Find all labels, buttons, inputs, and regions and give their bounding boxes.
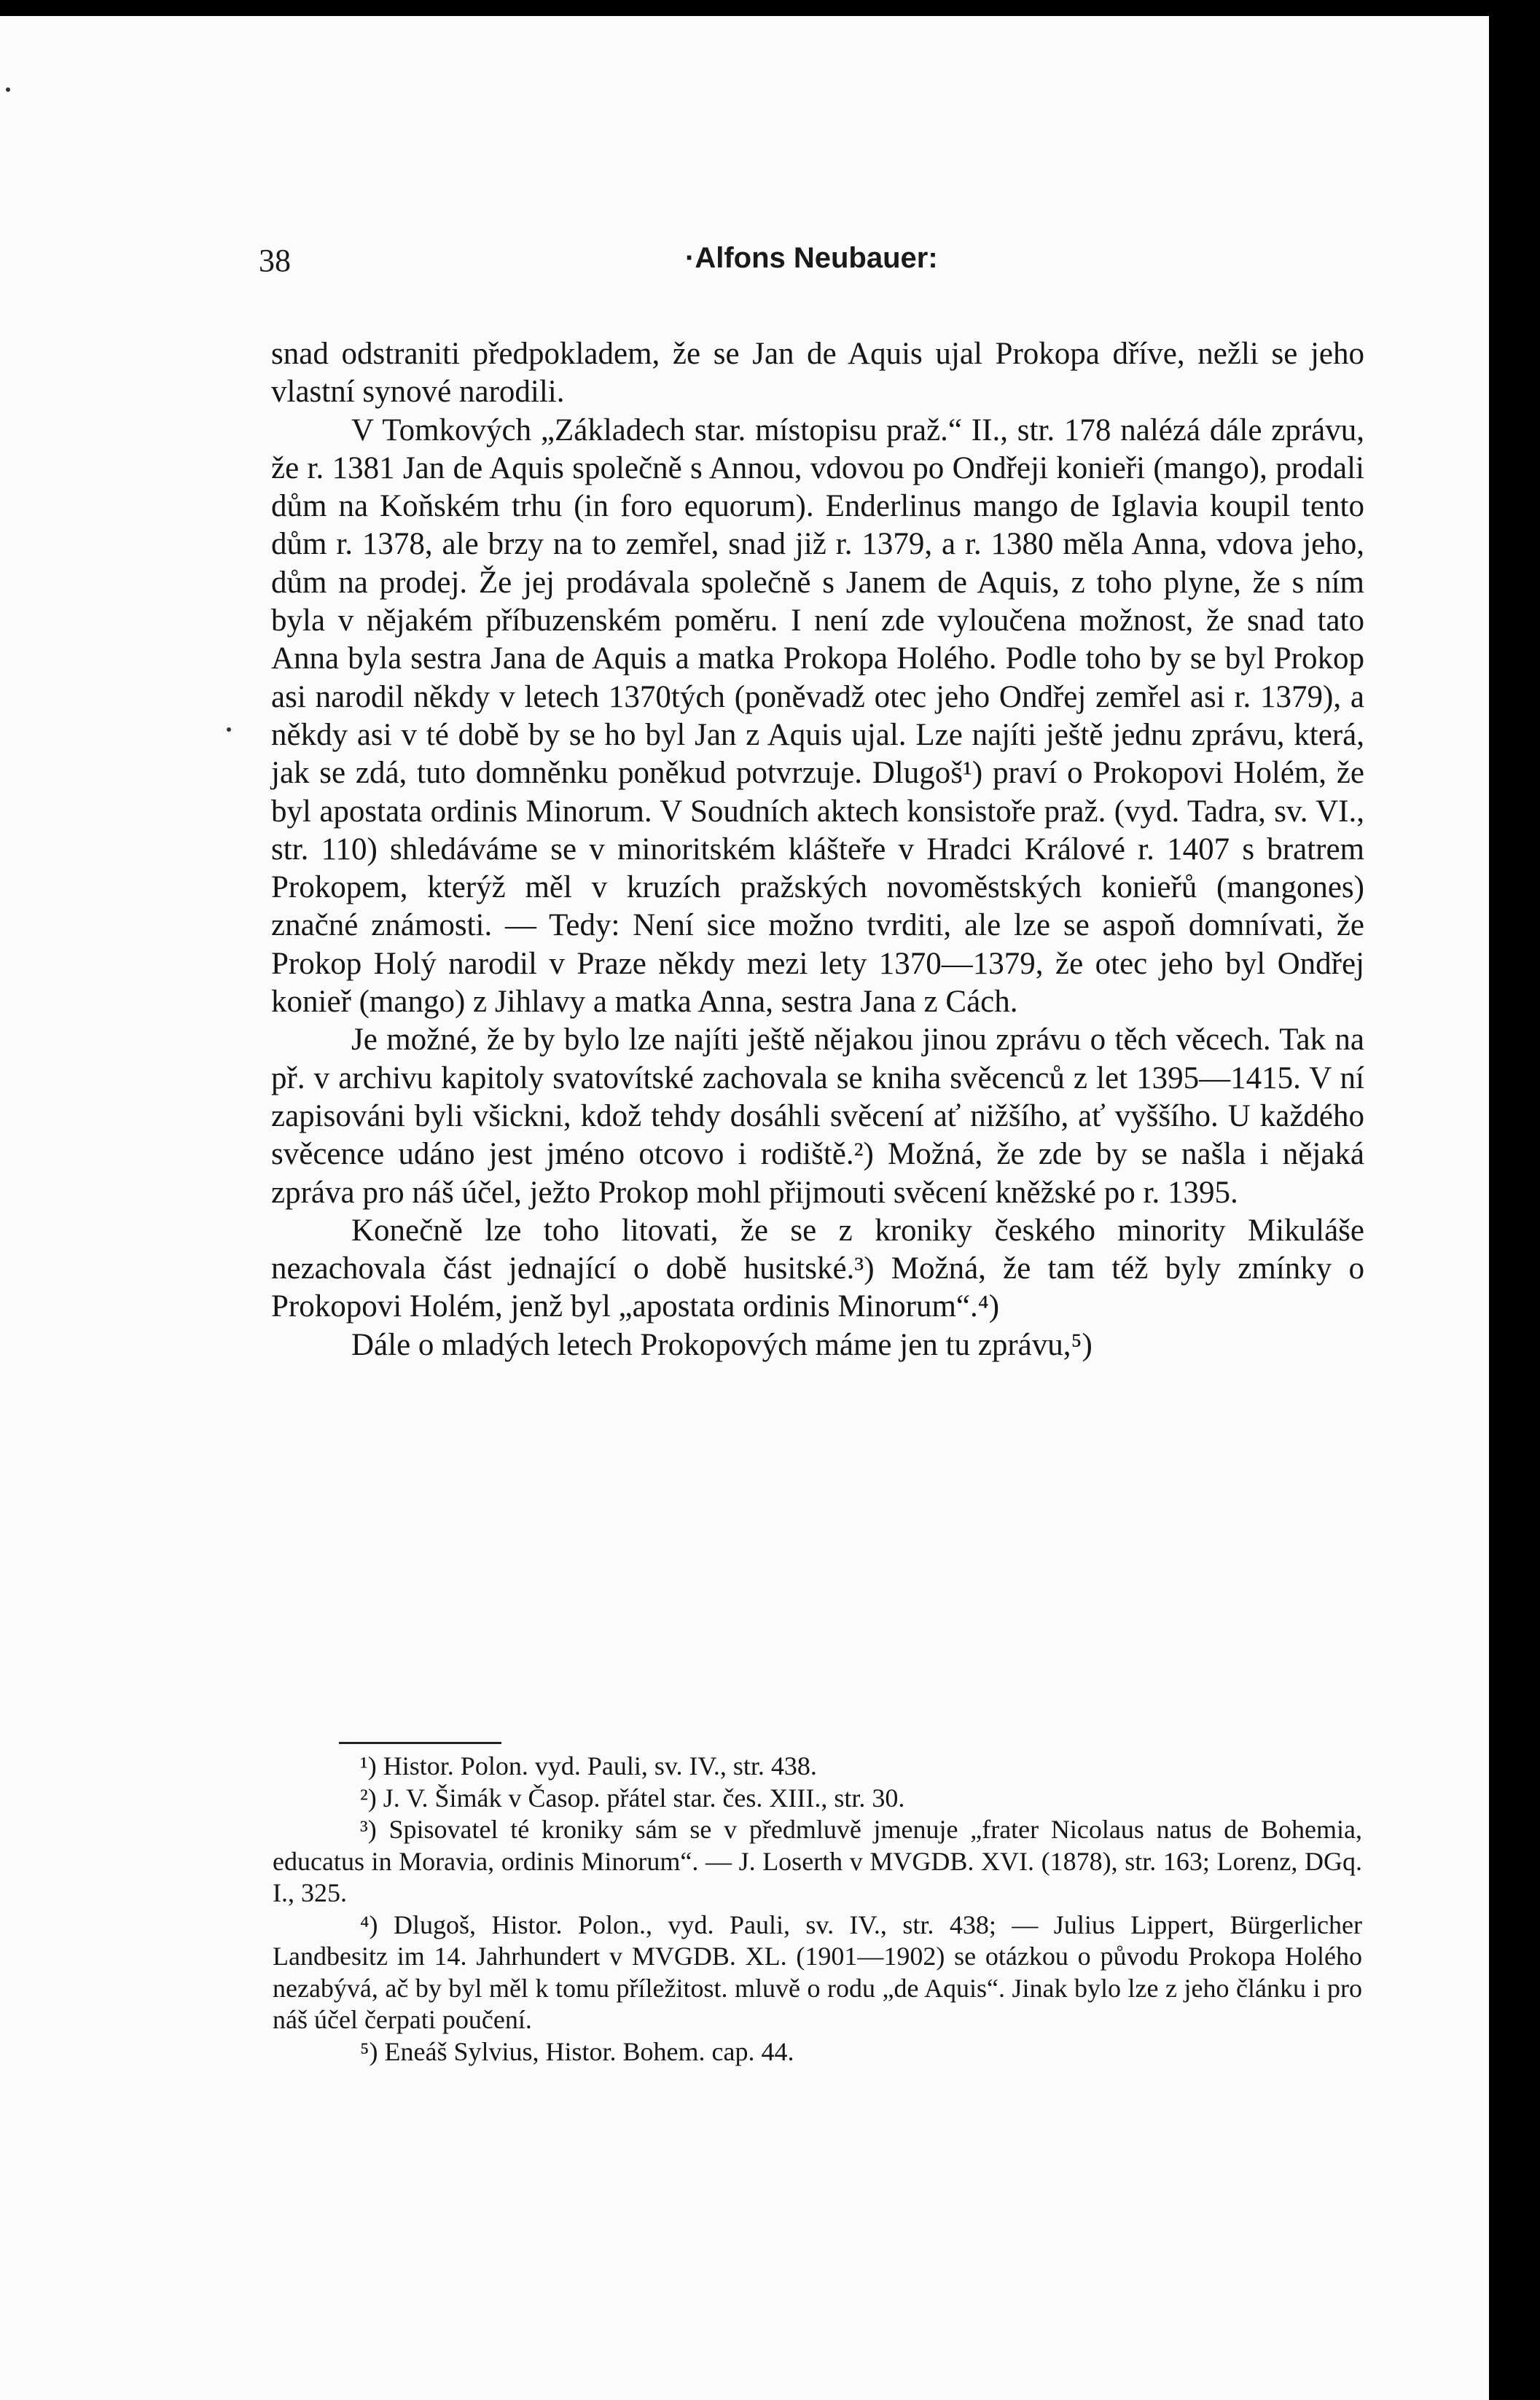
running-head: ·Alfons Neubauer: [685,242,938,274]
footnote: ⁴) Dlugoš, Histor. Polon., vyd. Pauli, sv. IV., str. 438; — Julius Lippert, Bürgerlicher Landbesitz im 14. Jahrhundert v MVGDB. XL. (1901—1902) se otázkou o původu Prokopa Holého nezabývá, ač by byl měl k tomu příležitost. mluvě o rodu „de Aquis“. Jinak bylo lze z jeho článku i pro náš účel čerpati poučení. [273,1910,1362,2034]
paragraph: Dále o mladých letech Prokopových máme jen tu zprávu,⁵) [351,1327,1093,1362]
footnote: ⁵) Eneáš Sylvius, Histor. Bohem. cap. 44. [360,2036,794,2066]
footnote: ¹) Histor. Polon. vyd. Pauli, sv. IV., str. 438. [360,1751,817,1781]
paragraph: Konečně lze toho litovati, že se z kroniky českého minority Mikuláše nezachovala část jednající o době husitské.³) Možná, že tam též byly zmínky o Prokopovi Holém, jenž byl „apostata ordinis Minorum“.⁴) [271,1213,1364,1324]
paragraph: snad odstraniti předpokladem, že se Jan de Aquis ujal Prokopa dříve, nežli se jeho vlastní synové narodili. [271,337,1364,410]
footnote: ³) Spisovatel té kroniky sám se v předmluvě jmenuje „frater Nicolaus natus de Bohemia, educatus in Moravia, ordinis Minorum“. — J. Loserth v MVGDB. XVI. (1878), str. 163; Lorenz, DGq. I., 325. [273,1815,1362,1907]
scan-speck [6,87,10,92]
main-text [271,335,1364,1364]
margin-dot [227,727,231,732]
paragraph: V Tomkových „Základech star. místopisu praž.“ II., str. 178 nalézá dále zprávu, že r. 1381 Jan de Aquis společně s Annou, vdovou po Ondřeji konieři (mango), prodali dům na Koňském trhu (in foro equorum). Enderlinus mango de Iglavia koupil tento dům r. 1378, ale brzy na to zemřel, snad již r. 1379, a r. 1380 měla Anna, vdova jeho, dům na prodej. Že jej prodávala společně s Janem de Aquis, z toho plyne, že s ním byla v nějakém příbuzenském poměru. I není zde vyloučena možnost, že snad tato Anna byla sestra Jana de Aquis a matka Prokopa Holého. Podle toho by se byl Prokop asi narodil někdy v letech 1370tých (poněvadž otec jeho Ondřej zemřel asi r. 1379), a někdy asi v té době by se ho byl Jan z Aquis ujal. Lze najíti ještě jednu zprávu, která, jak se zdá, tuto domněnku poněkud potvrzuje. Dlugoš¹) praví o Prokopovi Holém, že byl apostata ordinis Minorum. V Soudních aktech konsistoře praž. (vyd. Tadra, sv. VI., str. 110) shledáváme se v minoritském klášteře v Hradci Králové r. 1407 s bratrem Prokopem, kterýž měl v kruzích pražských novoměstských konieřů (mangones) značné známosti. — Tedy: Není sice možno tvrditi, ale lze se aspoň domnívati, že Prokop Holý narodil v Praze někdy mezi lety 1370—1379, že otec jeho byl Ondřej konieř (mango) z Jihlavy a matka Anna, sestra Jana z Cách. [271,413,1364,1020]
footnotes [273,1751,1362,2068]
footnote: ²) J. V. Šimák v Časop. přátel star. čes. XIII., str. 30. [360,1783,905,1813]
page-header [259,242,1367,286]
page-number: 38 [259,243,291,278]
footnote-divider [339,1742,501,1744]
paragraph: Je možné, že by bylo lze najíti ještě nějakou jinou zprávu o těch věcech. Tak na př. v archivu kapitoly svatovítské zachovala se kniha svěcenců z let 1395—1415. V ní zapisováni byli všickni, kdož tehdy dosáhli svěcení ať nižšího, ať vyššího. U každého svěcence udáno jest jméno otcovo i rodiště.²) Možná, že zde by se našla i nějaká zpráva pro náš účel, ježto Prokop mohl přijmouti svěcení kněžské po r. 1395. [271,1023,1364,1210]
book-page [0,16,1489,2400]
